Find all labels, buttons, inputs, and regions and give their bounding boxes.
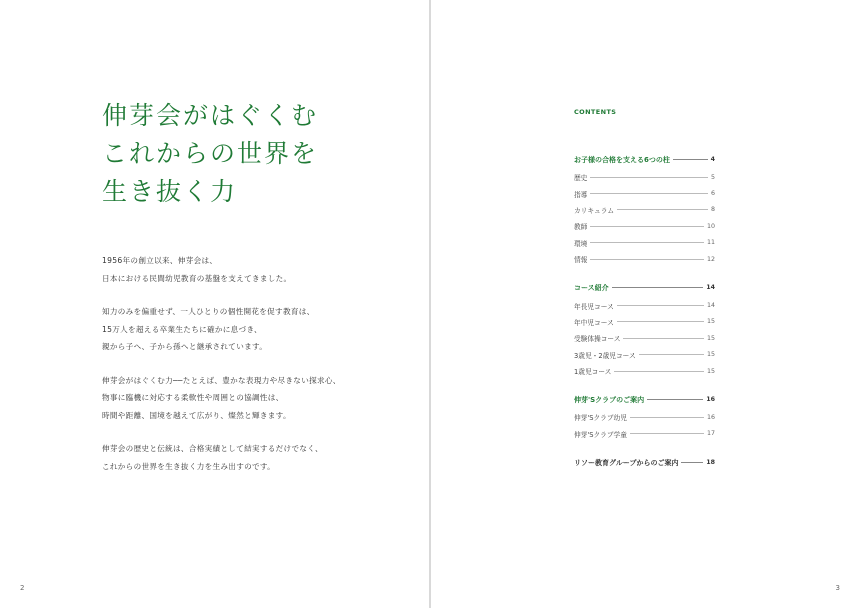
toc-section [574,150,715,267]
toc-item[interactable] [574,347,715,363]
toc-section [574,278,715,379]
headline [102,97,318,211]
toc-item-label: 受験体操コース [574,335,621,344]
toc-leader-line [630,433,704,434]
toc-leader-line [617,209,708,210]
paragraph-line: 日本における民間幼児教育の基盤を支えてきました。 [102,273,292,283]
toc-item[interactable] [574,218,715,234]
toc-leader-line [590,226,704,227]
toc-page-number: 14 [706,302,715,310]
toc-page-number: 18 [706,459,715,467]
paragraph-line: 1956年の創立以来、伸芽会は、 [102,256,218,265]
toc-section-title: リソー教育グループからのご案内 [574,458,679,467]
toc-item-label: 伸芽'Sクラブ学童 [574,430,627,439]
toc-section-heading[interactable] [574,150,715,169]
toc-page-number: 12 [706,255,715,263]
toc-section-title: 伸芽'Sクラブのご案内 [574,395,645,404]
paragraph-line: 親から子へ、子から孫へと継承されています。 [102,342,268,351]
paragraph-line: 伸芽会の歴史と伝統は、合格実績として結実するだけでなく、 [102,444,323,453]
toc-item[interactable] [574,330,715,346]
headline-line: 生き抜く力 [102,177,238,206]
toc-item-label: カリキュラム [574,206,615,215]
toc-item[interactable] [574,314,715,330]
toc-item[interactable] [574,251,715,267]
toc-page-number: 8 [710,206,715,214]
toc-section [574,453,715,472]
headline-line: 伸芽会がはぐくむ [102,101,319,130]
toc-item-label: 情報 [574,256,588,265]
toc-leader-line [681,462,703,463]
toc-leader-line [612,287,704,288]
toc-item-label: 教師 [574,223,588,232]
toc-item-label: 環境 [574,239,588,248]
toc-leader-line [614,371,704,372]
toc-item[interactable] [574,185,715,201]
toc-leader-line [647,399,703,400]
table-of-contents [574,150,715,483]
paragraph-line: 知力のみを偏重せず、一人ひとりの個性開花を促す教育は、 [102,307,315,316]
toc-leader-line [630,417,704,418]
body-text [102,252,402,491]
toc-item[interactable] [574,363,715,379]
toc-page-number: 16 [706,396,715,404]
toc-leader-line [590,177,708,178]
toc-page-number: 11 [706,239,715,247]
toc-item[interactable] [574,409,715,425]
toc-item-label: 3歳児・2歳児コース [574,351,636,360]
toc-page-number: 6 [710,190,715,198]
toc-page-number: 4 [710,156,715,163]
toc-item-label: 年中児コース [574,318,614,327]
toc-item[interactable] [574,426,715,442]
toc-item-label: 1歳児コース [574,368,612,377]
toc-leader-line [590,193,708,194]
toc-item[interactable] [574,297,715,313]
paragraph-line: 15万人を超える卒業生たちに確かに息づき、 [102,324,262,334]
toc-item-label: 年長児コース [574,302,614,311]
toc-leader-line [673,159,708,160]
headline-line: これからの世界を [102,139,319,168]
toc-leader-line [639,354,704,355]
toc-page-number: 15 [706,334,715,342]
page-number: 2 [20,584,25,592]
left-page [0,0,429,608]
toc-leader-line [623,338,704,339]
toc-leader-line [617,305,704,306]
paragraph [102,440,402,475]
paragraph [102,372,402,425]
toc-page-number: 16 [706,413,715,421]
toc-leader-line [590,242,704,243]
paragraph [102,303,402,356]
toc-page-number: 17 [706,430,715,438]
toc-item[interactable] [574,235,715,251]
toc-section-heading[interactable] [574,278,715,297]
toc-page-number: 14 [706,284,715,292]
toc-section-title: コース紹介 [574,283,609,292]
toc-item[interactable] [574,169,715,185]
toc-section-title: お子様の合格を支える6つの柱 [574,155,670,164]
toc-page-number: 5 [710,173,715,181]
contents-heading: CONTENTS [574,108,617,116]
paragraph [102,252,402,287]
toc-page-number: 15 [706,367,715,375]
toc-item-label: 歴史 [574,174,588,183]
page-number: 3 [835,584,840,592]
paragraph-line: これからの世界を生き抜く力を生み出すのです。 [102,461,276,471]
toc-section-heading[interactable] [574,453,715,472]
right-page [431,0,860,608]
toc-leader-line [590,259,704,260]
toc-section-heading[interactable] [574,390,715,409]
paragraph-line: 伸芽会がはぐくむ力──たとえば、豊かな表現力や尽きない探求心、 [102,375,341,385]
toc-leader-line [617,321,704,322]
toc-item-label: 指導 [574,190,588,199]
toc-section [574,390,715,442]
toc-page-number: 10 [706,222,715,230]
toc-page-number: 15 [706,351,715,359]
toc-item[interactable] [574,202,715,218]
paragraph-line: 時間や距離、国境を越えて広がり、燦然と輝きます。 [102,410,291,420]
toc-page-number: 15 [706,318,715,326]
paragraph-line: 物事に臨機に対応する柔軟性や周囲との協調性は、 [102,393,284,402]
toc-item-label: 伸芽'Sクラブ幼児 [574,414,627,423]
